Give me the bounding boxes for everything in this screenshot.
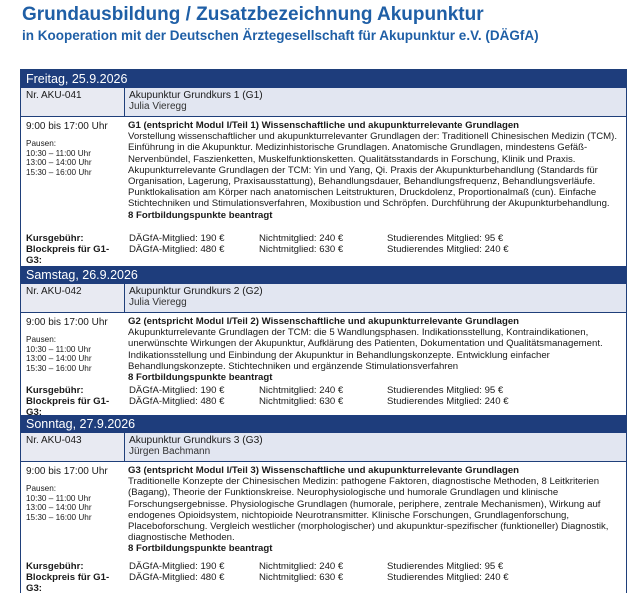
- fee-label: Kursgebühr:: [26, 233, 84, 244]
- course-name: Akupunktur Grundkurs 1 (G1): [129, 90, 263, 101]
- pause-times: [26, 484, 124, 522]
- course-header-row: [21, 88, 626, 117]
- pause-time: 10:30 – 11:00 Uhr: [26, 344, 91, 354]
- price-labels: [21, 561, 125, 594]
- course-body: [21, 462, 626, 561]
- nonmember-block-price: Nichtmitglied: 630 €: [259, 396, 344, 407]
- fee-label: Kursgebühr:: [26, 385, 84, 396]
- member-fee: DÄGfA-Mitglied: 190 €: [129, 233, 225, 244]
- member-block-price: DÄGfA-Mitglied: 480 €: [129, 396, 225, 407]
- student-fee: Studierendes Mitglied: 95 €: [387, 233, 504, 244]
- course-body: [21, 117, 626, 233]
- price-table: [21, 561, 626, 594]
- course-time-cell: [21, 462, 124, 561]
- course-time-cell: [21, 117, 124, 233]
- price-table: [21, 385, 626, 418]
- cme-points: 8 Fortbildungspunkte beantragt: [128, 543, 273, 555]
- page-title: Grundausbildung / Zusatzbezeichnung Akupunktur: [22, 4, 484, 25]
- nonmember-fee: Nichtmitglied: 240 €: [259, 561, 344, 572]
- pause-label: Pausen:: [26, 335, 57, 344]
- course-number: Nr. AKU-042: [21, 284, 125, 312]
- instructor-name: Julia Vieregg: [129, 297, 187, 309]
- instructor-name: Julia Vieregg: [129, 101, 187, 113]
- course-body: [21, 313, 626, 385]
- pause-label: Pausen:: [26, 484, 57, 493]
- pause-time: 15:30 – 16:00 Uhr: [26, 167, 92, 177]
- student-block-price: Studierendes Mitglied: 240 €: [387, 572, 509, 583]
- course-title-cell: [125, 88, 626, 116]
- course-content: [124, 313, 626, 385]
- block-price-label: Blockpreis für G1-G3:: [26, 572, 110, 594]
- block-price-label: Blockpreis für G1-G3:: [26, 244, 110, 266]
- course-title-cell: [125, 284, 626, 312]
- pause-times: [26, 335, 124, 373]
- module-title: G3 (entspricht Modul I/Teil 3) Wissenschaftliche und akupunkturrelevante Grundlagen: [128, 465, 520, 476]
- nonmember-fee: Nichtmitglied: 240 €: [259, 385, 344, 396]
- course-time: 9:00 bis 17:00 Uhr: [26, 317, 108, 328]
- page-subtitle: in Kooperation mit der Deutschen Ärztegesellschaft für Akupunktur e.V. (DÄGfA): [22, 28, 539, 43]
- pause-time: 15:30 – 16:00 Uhr: [26, 363, 92, 373]
- course-content: [124, 117, 626, 233]
- course-description: Vorstellung wissenschaftlicher und akupunkturrelevanter Grundlagen der: Traditionell Chinesischen Medizin (TCM). Einführung in die Akupunktur. Medizinhistorische Grundlagen. Anatomische Grundlagen, mindestens Gefäß-Nervenbündel, Faszienketten, Muskelfunktionsketten. Qualitätsstandards in Forschung, Klinik und Praxis. Akupunkturrelevante Grundlagen der TCM: Yin und Yang, Qi. Praxis der Akupunkturbehandlung (Standards für Organisation, Lagerung, Praxisausstattung), Behandlungsdauer, Behandlungsfrequenz, Behandlungsverläufe. Punktlokalisation am Körper nach anatomischen Leitstrukturen, Druckdolenz, Proportionalmaß (cun). Einfache Stichtechniken und Stimulationsverfahren, Moxibustion und Schröpfen. Durchführung der Akupunkturbehandlung.: [128, 131, 617, 210]
- day-header: Sonntag, 27.9.2026: [21, 415, 626, 433]
- course-block: [21, 433, 626, 593]
- day-header: Samstag, 26.9.2026: [21, 266, 626, 284]
- course-name: Akupunktur Grundkurs 2 (G2): [129, 286, 263, 297]
- price-labels: [21, 385, 125, 418]
- day-header: Freitag, 25.9.2026: [21, 70, 626, 88]
- pause-label: Pausen:: [26, 139, 57, 148]
- cme-points: 8 Fortbildungspunkte beantragt: [128, 372, 273, 384]
- student-fee: Studierendes Mitglied: 95 €: [387, 561, 504, 572]
- course-title-cell: [125, 433, 626, 461]
- fee-label: Kursgebühr:: [26, 561, 84, 572]
- nonmember-block-price: Nichtmitglied: 630 €: [259, 572, 344, 583]
- member-block-price: DÄGfA-Mitglied: 480 €: [129, 244, 225, 255]
- course-block: [21, 88, 626, 266]
- pause-time: 13:00 – 14:00 Uhr: [26, 354, 92, 364]
- block-price-label: Blockpreis für G1-G3:: [26, 396, 110, 418]
- member-fee: DÄGfA-Mitglied: 190 €: [129, 385, 225, 396]
- student-block-price: Studierendes Mitglied: 240 €: [387, 244, 509, 255]
- price-table: [21, 233, 626, 266]
- member-block-price: DÄGfA-Mitglied: 480 €: [129, 572, 225, 583]
- nonmember-fee: Nichtmitglied: 240 €: [259, 233, 344, 244]
- course-time-cell: [21, 313, 124, 385]
- cme-points: 8 Fortbildungspunkte beantragt: [128, 209, 273, 221]
- member-fee: DÄGfA-Mitglied: 190 €: [129, 561, 225, 572]
- price-labels: [21, 233, 125, 266]
- pause-time: 10:30 – 11:00 Uhr: [26, 493, 91, 503]
- pause-times: [26, 139, 124, 177]
- pause-time: 10:30 – 11:00 Uhr: [26, 148, 91, 158]
- course-name: Akupunktur Grundkurs 3 (G3): [129, 435, 263, 446]
- course-description: Traditionelle Konzepte der Chinesischen Medizin: pathogene Faktoren, diagnostische Methoden, 8 Leitkriterien (Bagang), Theorie der Funktionskreise. Neurophysiologische und humorale Grundlagen und klinische Forschungsergebnisse. Physiologische Grundlagen (humorale, periphere, zentrale Mechanismen), Wirkung auf endogenes Opioidsystem, nichtopioide Neurotransmitter. Klinische Forschungen, Grundlagenforschung, Placeboforschung. Vergleich westlicher (morphologischer) und akupunktur-spezifischer (funktioneller) Diagnostik, diagnostische Methoden.: [128, 476, 609, 544]
- course-header-row: [21, 284, 626, 313]
- price-values: [125, 385, 626, 407]
- student-block-price: Studierendes Mitglied: 240 €: [387, 396, 509, 407]
- module-title: G1 (entspricht Modul I/Teil 1) Wissenschaftliche und akupunkturrelevante Grundlagen: [128, 120, 520, 131]
- course-number: Nr. AKU-041: [21, 88, 125, 116]
- pause-time: 13:00 – 14:00 Uhr: [26, 158, 92, 168]
- course-time: 9:00 bis 17:00 Uhr: [26, 466, 108, 477]
- course-content: [124, 462, 626, 561]
- pause-time: 13:00 – 14:00 Uhr: [26, 503, 92, 513]
- pause-time: 15:30 – 16:00 Uhr: [26, 512, 92, 522]
- nonmember-block-price: Nichtmitglied: 630 €: [259, 244, 344, 255]
- course-block: [21, 284, 626, 418]
- course-description: Akupunkturrelevante Grundlagen der TCM: die 5 Wandlungsphasen. Indikationsstellung, Kontraindikationen, unerwünschte Wirkungen der Akupunktur, Aufklärung des Patienten, Dokumentation und Qualitätsmanagement. Indikationsstellung und Einbindung der Akupunktur in Behandlungskonzepte. Entwicklung einfacher Behandlungskonzepte. Stichtechniken und ergänzende Stimulationsverfahren: [128, 327, 603, 372]
- price-values: [125, 233, 626, 255]
- student-fee: Studierendes Mitglied: 95 €: [387, 385, 504, 396]
- course-time: 9:00 bis 17:00 Uhr: [26, 121, 108, 132]
- course-header-row: [21, 433, 626, 462]
- course-schedule: [20, 69, 627, 593]
- instructor-name: Jürgen Bachmann: [129, 446, 211, 458]
- module-title: G2 (entspricht Modul I/Teil 2) Wissenschaftliche und akupunkturrelevante Grundlagen: [128, 316, 520, 327]
- price-values: [125, 561, 626, 583]
- course-number: Nr. AKU-043: [21, 433, 125, 461]
